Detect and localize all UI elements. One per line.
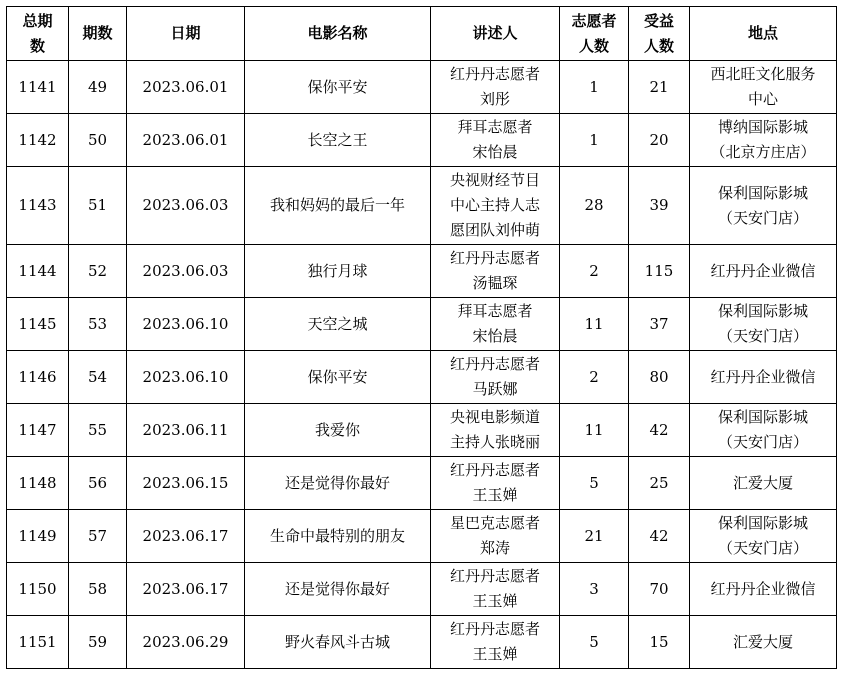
cell-location [690, 616, 837, 669]
cell-line: 中心 [747, 90, 778, 108]
cell-location [690, 510, 837, 563]
screening-schedule-table [6, 6, 837, 669]
cell-location [690, 404, 837, 457]
cell-film: 保你平安 [245, 351, 431, 404]
column-header-narrator [431, 7, 560, 61]
column-header-volunteers [560, 7, 629, 61]
cell-date: 2023.06.03 [127, 167, 245, 245]
cell-film: 我爱你 [245, 404, 431, 457]
table-header [7, 7, 837, 61]
cell-volunteers: 5 [560, 457, 629, 510]
cell-beneficiaries: 80 [629, 351, 690, 404]
cell-line: 拜耳志愿者 [457, 302, 533, 320]
cell-total-no: 1150 [7, 563, 69, 616]
cell-date: 2023.06.17 [127, 510, 245, 563]
cell-line: 愿团队刘仲萌 [449, 221, 540, 239]
table-body [7, 61, 837, 669]
cell-volunteers: 2 [560, 245, 629, 298]
cell-narrator [431, 616, 560, 669]
column-header-label: 人数 [578, 36, 609, 55]
cell-total-no: 1143 [7, 167, 69, 245]
cell-line: 宋怡晨 [472, 143, 518, 161]
cell-issue-no: 59 [69, 616, 127, 669]
column-header-label: 讲述人 [472, 24, 518, 42]
column-header-total-no [7, 7, 69, 61]
cell-beneficiaries: 15 [629, 616, 690, 669]
cell-total-no: 1151 [7, 616, 69, 669]
cell-line: 西北旺文化服务 [710, 65, 816, 83]
cell-film: 我和妈妈的最后一年 [245, 167, 431, 245]
cell-line: 保利国际影城 [717, 408, 808, 426]
cell-narrator [431, 114, 560, 167]
cell-volunteers: 21 [560, 510, 629, 563]
cell-volunteers: 11 [560, 298, 629, 351]
column-header-label: 地点 [747, 24, 778, 42]
cell-beneficiaries: 20 [629, 114, 690, 167]
cell-date: 2023.06.17 [127, 563, 245, 616]
column-header-label: 人数 [643, 36, 674, 55]
cell-date: 2023.06.10 [127, 298, 245, 351]
table-row [7, 404, 837, 457]
table-row [7, 245, 837, 298]
cell-date: 2023.06.15 [127, 457, 245, 510]
table-row [7, 510, 837, 563]
cell-issue-no: 54 [69, 351, 127, 404]
cell-line: 宋怡晨 [472, 327, 518, 345]
cell-narrator [431, 457, 560, 510]
cell-location [690, 298, 837, 351]
column-header-label: 总期 [22, 11, 53, 30]
cell-line: 汇爱大厦 [732, 632, 793, 651]
table-row [7, 114, 837, 167]
cell-date: 2023.06.01 [127, 61, 245, 114]
cell-line: （天安门店） [717, 433, 808, 451]
cell-line: （天安门店） [717, 327, 808, 345]
cell-beneficiaries: 21 [629, 61, 690, 114]
column-header-label: 志愿者 [571, 11, 617, 30]
cell-line: 王玉婵 [472, 592, 518, 610]
cell-narrator [431, 167, 560, 245]
cell-location [690, 114, 837, 167]
cell-line: （天安门店） [717, 539, 808, 557]
column-header-label: 受益 [643, 11, 674, 30]
table-row [7, 616, 837, 669]
cell-issue-no: 53 [69, 298, 127, 351]
cell-line: 中心主持人志 [449, 196, 540, 214]
cell-line: 郑涛 [479, 539, 510, 557]
cell-total-no: 1149 [7, 510, 69, 563]
cell-line: （北京方庄店） [710, 143, 816, 161]
cell-total-no: 1144 [7, 245, 69, 298]
cell-volunteers: 1 [560, 114, 629, 167]
cell-beneficiaries: 42 [629, 404, 690, 457]
cell-total-no: 1141 [7, 61, 69, 114]
cell-narrator [431, 404, 560, 457]
cell-total-no: 1146 [7, 351, 69, 404]
cell-date: 2023.06.10 [127, 351, 245, 404]
cell-issue-no: 50 [69, 114, 127, 167]
header-row [7, 7, 837, 61]
cell-line: 保利国际影城 [717, 302, 808, 320]
cell-total-no: 1147 [7, 404, 69, 457]
cell-line: 王玉婵 [472, 645, 518, 663]
cell-beneficiaries: 70 [629, 563, 690, 616]
column-header-location [690, 7, 837, 61]
cell-total-no: 1145 [7, 298, 69, 351]
cell-line: 博纳国际影城 [717, 118, 808, 136]
cell-location [690, 351, 837, 404]
column-header-label: 日期 [170, 24, 201, 42]
cell-line: 汇爱大厦 [732, 473, 793, 492]
column-header-issue-no [69, 7, 127, 61]
cell-volunteers: 3 [560, 563, 629, 616]
cell-issue-no: 55 [69, 404, 127, 457]
cell-line: 红丹丹志愿者 [449, 567, 540, 585]
cell-film: 野火春风斗古城 [245, 616, 431, 669]
cell-line: 拜耳志愿者 [457, 118, 533, 136]
cell-film: 独行月球 [245, 245, 431, 298]
cell-volunteers: 2 [560, 351, 629, 404]
cell-volunteers: 5 [560, 616, 629, 669]
cell-volunteers: 1 [560, 61, 629, 114]
table-row [7, 298, 837, 351]
cell-line: 保利国际影城 [717, 183, 808, 202]
cell-volunteers: 11 [560, 404, 629, 457]
cell-issue-no: 49 [69, 61, 127, 114]
cell-date: 2023.06.01 [127, 114, 245, 167]
cell-line: 主持人张晓丽 [449, 433, 540, 451]
cell-film: 长空之王 [245, 114, 431, 167]
cell-narrator [431, 61, 560, 114]
cell-narrator [431, 563, 560, 616]
cell-line: 红丹丹志愿者 [449, 461, 540, 479]
cell-beneficiaries: 39 [629, 167, 690, 245]
cell-line: 保利国际影城 [717, 514, 808, 532]
cell-narrator [431, 245, 560, 298]
cell-line: 红丹丹企业微信 [710, 579, 816, 598]
cell-issue-no: 52 [69, 245, 127, 298]
cell-issue-no: 58 [69, 563, 127, 616]
cell-line: 星巴克志愿者 [449, 514, 540, 532]
cell-beneficiaries: 42 [629, 510, 690, 563]
cell-location [690, 457, 837, 510]
table-row [7, 61, 837, 114]
cell-date: 2023.06.29 [127, 616, 245, 669]
cell-location [690, 61, 837, 114]
cell-volunteers: 28 [560, 167, 629, 245]
cell-date: 2023.06.11 [127, 404, 245, 457]
column-header-date [127, 7, 245, 61]
table-row [7, 563, 837, 616]
cell-location [690, 167, 837, 245]
cell-location [690, 245, 837, 298]
cell-film: 还是觉得你最好 [245, 563, 431, 616]
cell-film: 天空之城 [245, 298, 431, 351]
table-row [7, 457, 837, 510]
cell-location [690, 563, 837, 616]
cell-film: 生命中最特别的朋友 [245, 510, 431, 563]
column-header-label: 电影名称 [307, 24, 368, 42]
cell-line: 王玉婵 [472, 486, 518, 504]
cell-issue-no: 57 [69, 510, 127, 563]
cell-issue-no: 56 [69, 457, 127, 510]
cell-line: 红丹丹企业微信 [710, 367, 816, 386]
column-header-label: 数 [29, 36, 45, 55]
cell-narrator [431, 298, 560, 351]
cell-date: 2023.06.03 [127, 245, 245, 298]
cell-beneficiaries: 115 [629, 245, 690, 298]
cell-film: 还是觉得你最好 [245, 457, 431, 510]
cell-narrator [431, 351, 560, 404]
cell-narrator [431, 510, 560, 563]
table-row [7, 351, 837, 404]
cell-line: 刘彤 [479, 90, 510, 108]
cell-beneficiaries: 37 [629, 298, 690, 351]
cell-line: 红丹丹志愿者 [449, 65, 540, 83]
cell-issue-no: 51 [69, 167, 127, 245]
cell-line: 央视财经节目 [449, 171, 540, 189]
cell-total-no: 1148 [7, 457, 69, 510]
cell-line: 红丹丹企业微信 [710, 261, 816, 280]
column-header-film [245, 7, 431, 61]
cell-line: 马跃娜 [472, 380, 518, 398]
cell-line: 汤韫琛 [472, 274, 518, 292]
cell-line: （天安门店） [717, 208, 808, 227]
cell-line: 红丹丹志愿者 [449, 355, 540, 373]
cell-line: 红丹丹志愿者 [449, 249, 540, 267]
cell-beneficiaries: 25 [629, 457, 690, 510]
cell-film: 保你平安 [245, 61, 431, 114]
cell-total-no: 1142 [7, 114, 69, 167]
column-header-label: 期数 [82, 24, 113, 42]
table-row [7, 167, 837, 245]
cell-line: 央视电影频道 [449, 408, 540, 426]
column-header-beneficiaries [629, 7, 690, 61]
cell-line: 红丹丹志愿者 [449, 620, 540, 638]
